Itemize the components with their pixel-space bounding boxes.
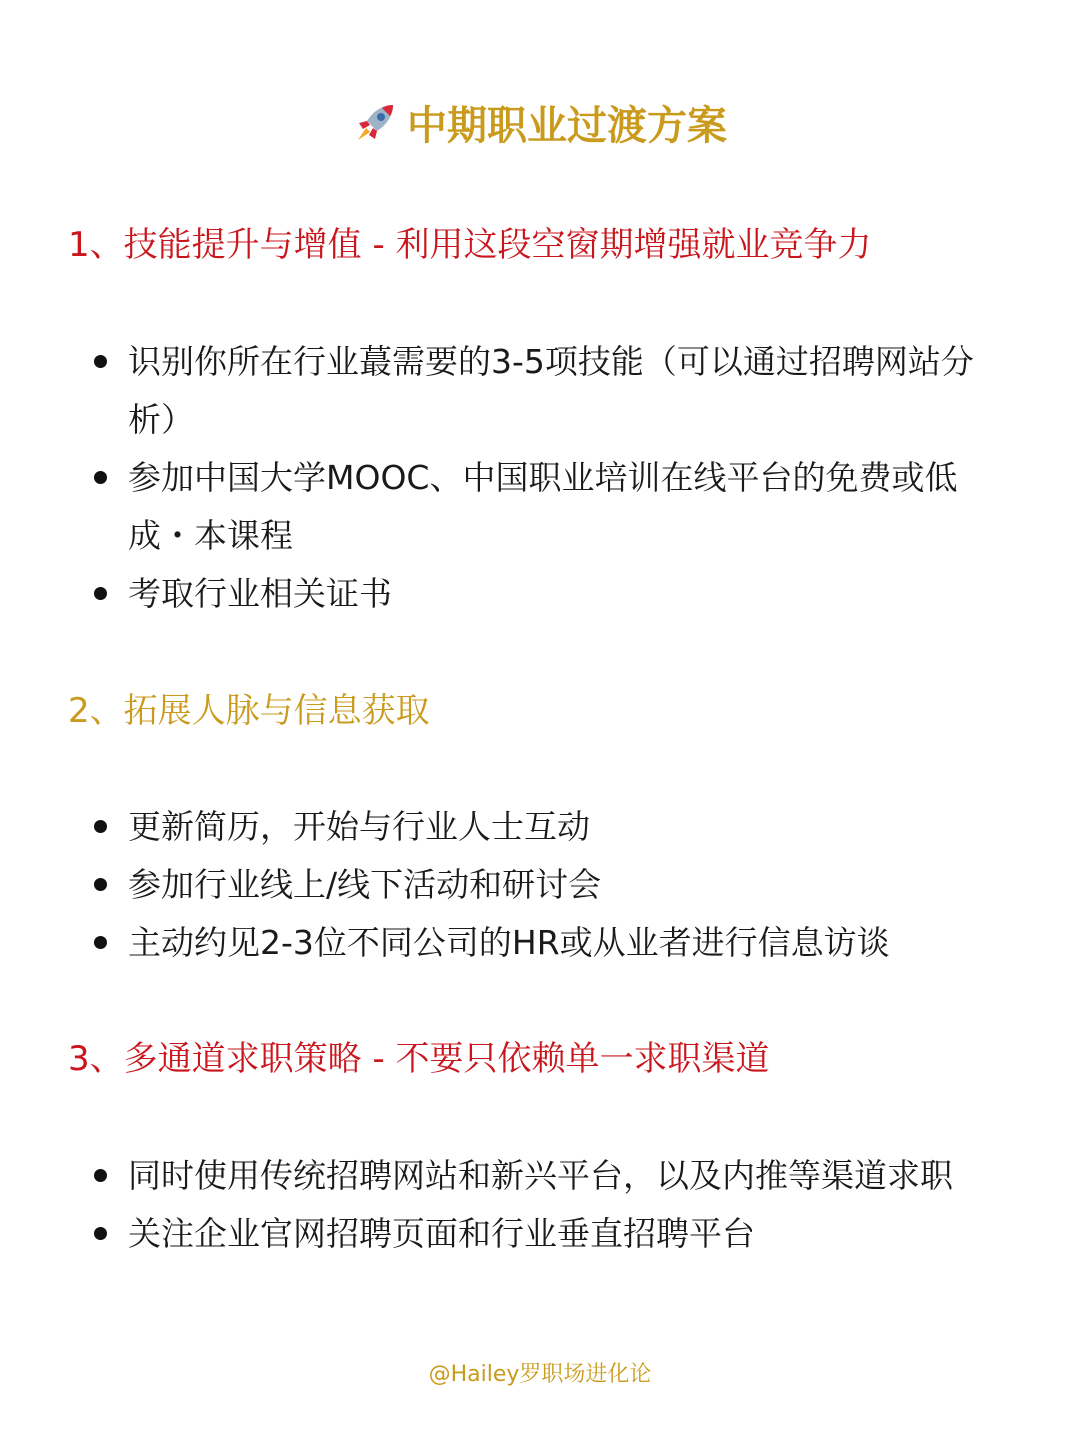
bullet-icon xyxy=(94,878,107,891)
page-title xyxy=(0,96,1080,156)
list-item: 识别你所在行业蕞需要的3-5项技能（可以通过招聘网站分析） xyxy=(0,333,1080,449)
network-list xyxy=(0,798,1080,972)
bullet-icon xyxy=(94,587,107,600)
author-watermark: @Hailey罗职场进化论 xyxy=(428,1362,652,1387)
list-item: 参加行业线上/线下活动和研讨会 xyxy=(0,856,1080,914)
list-item: 更新简历，开始与行业人士互动 xyxy=(0,798,1080,856)
list-item: 主动约见2-3位不同公司的HR或从业者进行信息访谈 xyxy=(0,914,1080,972)
list-item: 关注企业官网招聘页面和行业垂直招聘平台 xyxy=(0,1205,1080,1263)
rocket-icon xyxy=(353,101,397,145)
list-item: 参加中国大学MOOC、中国职业培训在线平台的免费或低成・本课程 xyxy=(0,449,1080,565)
section-heading-skills: 1、技能提升与增值 - 利用这段空窗期增强就业竞争力 xyxy=(68,225,872,265)
bullet-icon xyxy=(94,936,107,949)
bullet-icon xyxy=(94,1169,107,1182)
bullet-icon xyxy=(94,355,107,368)
title-text: 中期职业过渡方案 xyxy=(407,103,727,149)
section-heading-job-search: 3、多通道求职策略 - 不要只依赖单一求职渠道 xyxy=(68,1039,770,1079)
section-heading-network: 2、拓展人脉与信息获取 xyxy=(68,691,430,731)
list-item: 考取行业相关证书 xyxy=(0,565,1080,623)
bullet-icon xyxy=(94,1227,107,1240)
job-search-list xyxy=(0,1147,1080,1263)
skills-list xyxy=(0,333,1080,623)
bullet-icon xyxy=(94,471,107,484)
list-item: 同时使用传统招聘网站和新兴平台，以及内推等渠道求职 xyxy=(0,1147,1080,1205)
bullet-icon xyxy=(94,820,107,833)
